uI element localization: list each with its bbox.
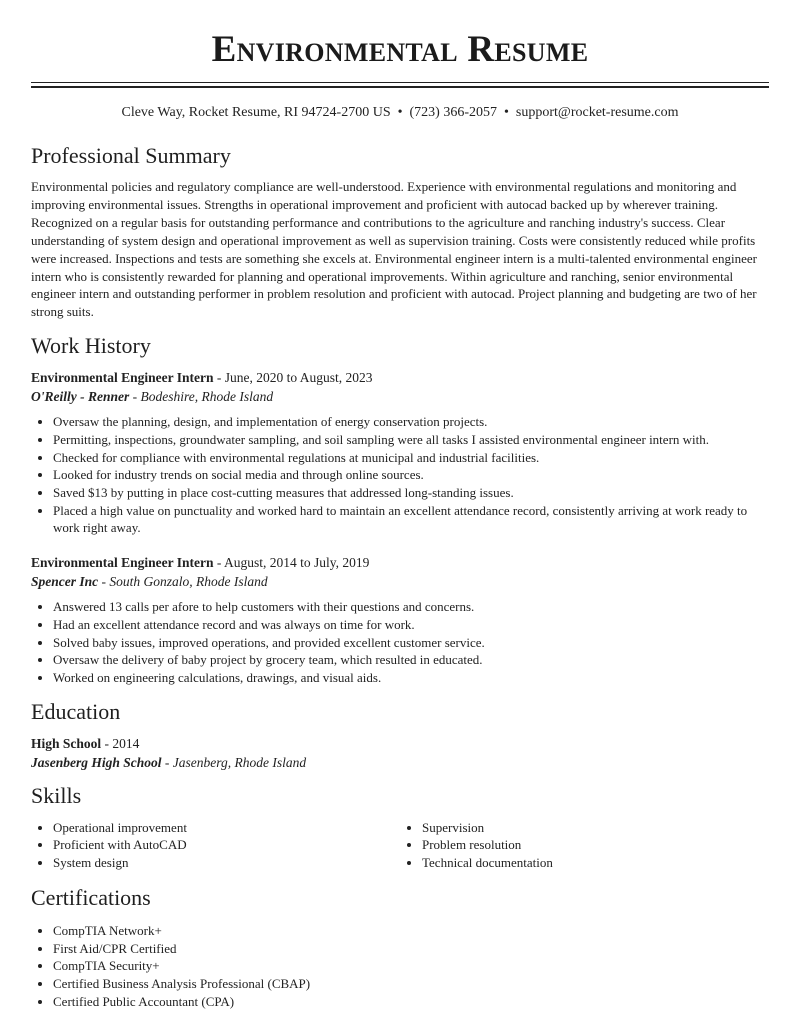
contact-address: Cleve Way, Rocket Resume, RI 94724-2700 US xyxy=(121,105,391,120)
list-item: • Had an excellent attendance record and was always on time for work. xyxy=(53,616,769,634)
job-dates: - June, 2020 to August, 2023 xyxy=(213,370,373,386)
skills-columns xyxy=(31,819,769,872)
certification-item: • CompTIA Security+ xyxy=(53,957,769,975)
employer-line xyxy=(31,387,769,406)
list-item: • Permitting, inspections, groundwater sampling, and soil sampling were all tasks I assisted environmental engineer intern with. xyxy=(53,431,769,449)
job-duties-list xyxy=(31,598,769,687)
degree-name: High School xyxy=(31,735,102,751)
list-item: • Placed a high value on punctuality and worked hard to maintain an excellent attendance record, consistently arriving at work ready to work right away. xyxy=(53,502,769,537)
education-heading: Education xyxy=(31,698,121,724)
employer-name: O'Reilly - Renner xyxy=(31,389,130,405)
job-title: Environmental Engineer Intern xyxy=(31,555,214,571)
job-dates: - August, 2014 to July, 2019 xyxy=(213,555,370,571)
summary-section xyxy=(31,141,769,321)
job-title-line xyxy=(31,553,769,572)
list-item: • Looked for industry trends on social media and through online sources. xyxy=(53,466,769,484)
certification-item: • Certified Public Accountant (CPA) xyxy=(53,993,769,1011)
graduation-year: - 2014 xyxy=(101,735,140,751)
contact-separator: • xyxy=(397,105,403,120)
employer-location: - South Gonzalo, Rhode Island xyxy=(98,574,268,590)
school-line xyxy=(31,753,769,772)
job-duties-list xyxy=(31,413,769,537)
certification-item: • Certified Business Analysis Professional (CBAP) xyxy=(53,975,769,993)
certification-item: • CompTIA Network+ xyxy=(53,922,769,940)
list-item: • Solved baby issues, improved operations, and provided excellent customer service. xyxy=(53,634,769,652)
education-section xyxy=(31,697,769,772)
job-title: Environmental Engineer Intern xyxy=(31,370,214,386)
list-item: • Oversaw the planning, design, and implementation of energy conservation projects. xyxy=(53,413,769,431)
degree-line xyxy=(31,734,769,753)
title-divider-thick xyxy=(31,86,769,88)
resume-body xyxy=(31,141,769,1010)
skill-item: • Technical documentation xyxy=(422,854,769,872)
work-history-heading: Work History xyxy=(31,333,151,359)
certifications-list xyxy=(31,922,769,1011)
list-item: • Oversaw the delivery of baby project by grocery team, which resulted in educated. xyxy=(53,651,769,669)
list-item: • Saved $13 by putting in place cost-cutting measures that addressed long-standing issues. xyxy=(53,484,769,502)
contact-phone: (723) 366-2057 xyxy=(409,105,498,120)
job-title-line xyxy=(31,368,769,387)
contact-separator: • xyxy=(504,105,509,120)
contact-email[interactable]: support@rocket-resume.com xyxy=(515,105,679,120)
skills-list-left xyxy=(31,819,400,872)
summary-text: Environmental policies and regulatory compliance are well-understood. Experience with environmental regulations and monitoring and improving environmental issues. Strengths in operational improvement and proficient with autocad backed up by wherever training. Recognized on a regular basis for outstanding performance and contributions to the agriculture and ranching industry's success. Clear understanding of system design and operational improvement as well as supervision training. Costs were consistently reduced while profits were increased. Inspections and tests are something she excels at. Environmental engineer intern is a multi-talented environmental engineer intern who is consistently rewarded for planning and operational improvements. Within agriculture and ranching, senior environmental engineer intern and outstanding performer in problem resolution and proficient with autocad. Project planning and budgeting are two of her strong suits. xyxy=(31,179,757,320)
skill-item: • Supervision xyxy=(422,819,769,837)
work-history-section xyxy=(31,331,769,686)
list-item: • Answered 13 calls per afore to help customers with their questions and concerns. xyxy=(53,598,769,616)
job-entry xyxy=(31,553,769,687)
skill-item: • Problem resolution xyxy=(422,836,769,854)
skill-item: • Proficient with AutoCAD xyxy=(53,836,400,854)
contact-line xyxy=(0,104,800,122)
title-divider-thin xyxy=(31,82,769,83)
list-item: • Worked on engineering calculations, drawings, and visual aids. xyxy=(53,669,769,687)
skills-heading: Skills xyxy=(31,782,82,808)
certifications-heading: Certifications xyxy=(31,884,151,910)
job-entry xyxy=(31,368,769,537)
skills-list-right xyxy=(400,819,769,872)
school-location: - Jasenberg, Rhode Island xyxy=(161,754,307,770)
resume-title: Environmental Resume xyxy=(211,29,589,70)
employer-location: - Bodeshire, Rhode Island xyxy=(129,389,274,405)
summary-heading: Professional Summary xyxy=(31,143,231,168)
school-name: Jasenberg High School xyxy=(31,754,162,770)
list-item: • Checked for compliance with environmental regulations at municipal and industrial facilities. xyxy=(53,449,769,467)
employer-name: Spencer Inc xyxy=(31,574,99,590)
skills-section xyxy=(31,781,769,872)
certifications-section xyxy=(31,883,769,1011)
skill-item: • Operational improvement xyxy=(53,819,400,837)
certification-item: • First Aid/CPR Certified xyxy=(53,940,769,958)
skill-item: • System design xyxy=(53,854,400,872)
employer-line xyxy=(31,572,769,591)
